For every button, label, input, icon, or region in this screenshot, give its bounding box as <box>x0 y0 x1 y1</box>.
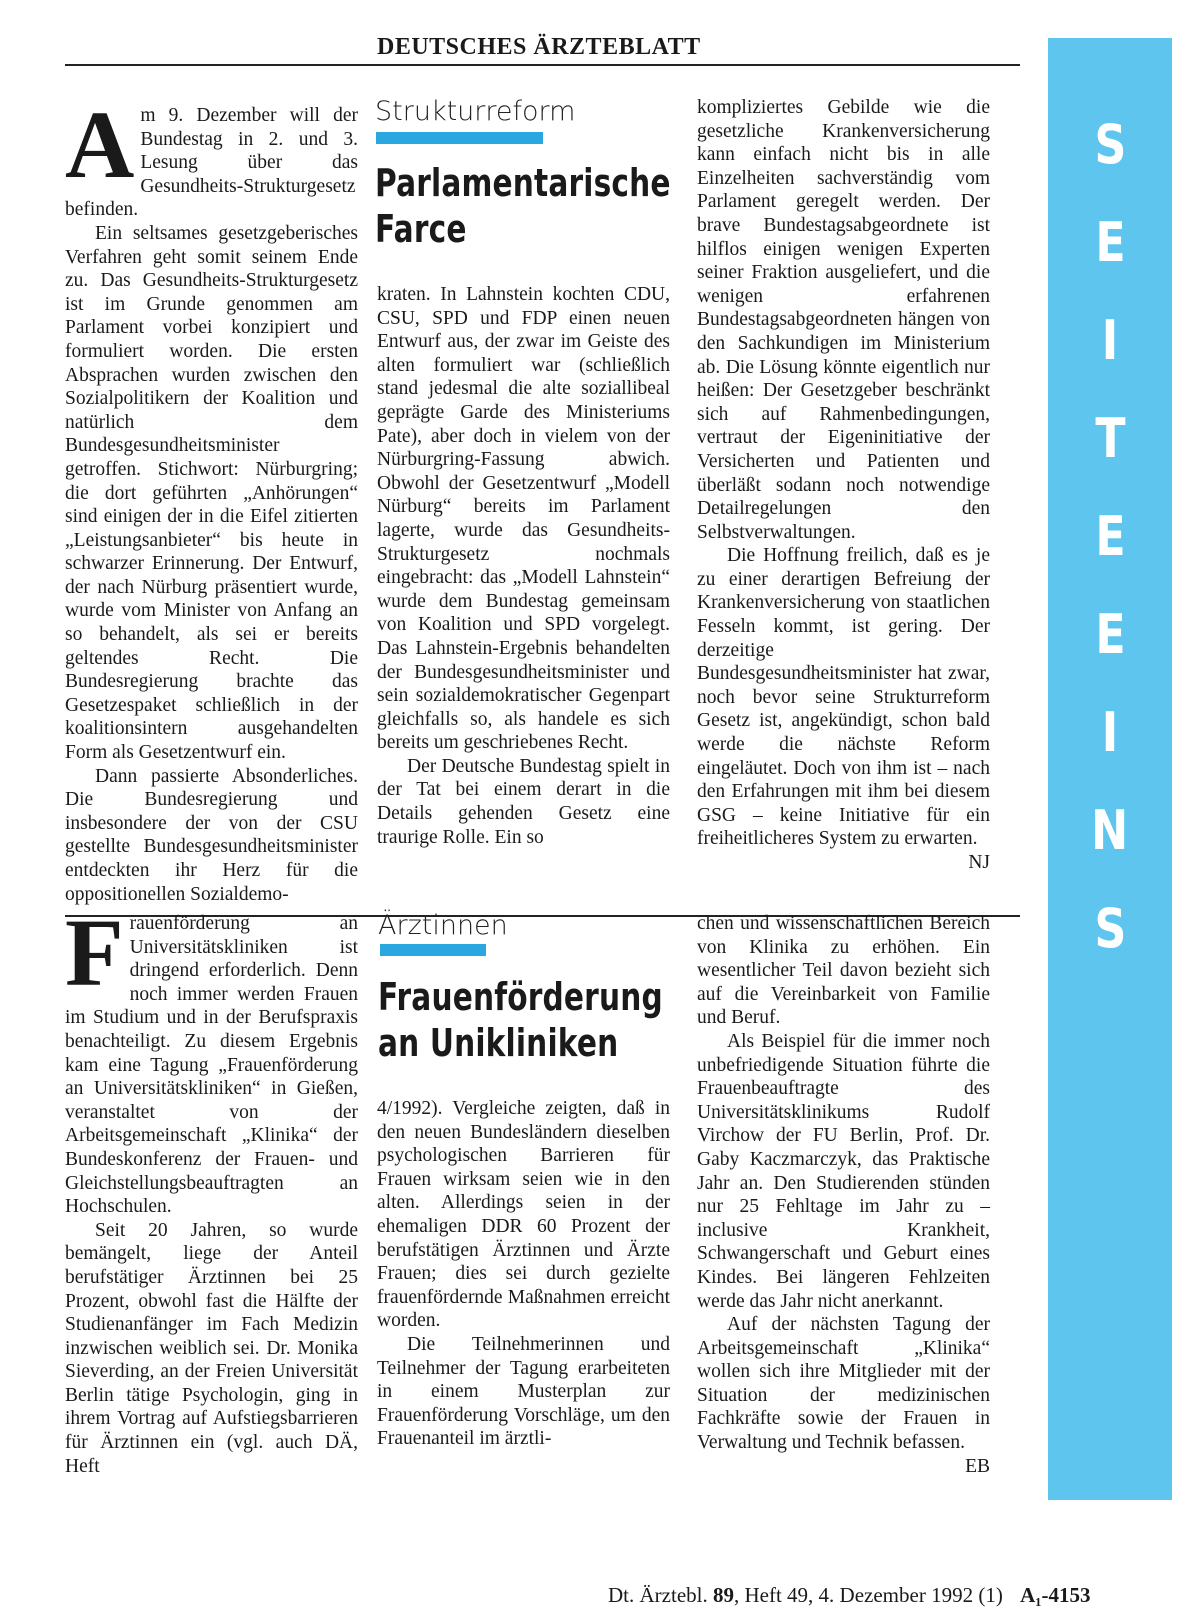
drop-cap: F <box>65 899 124 1006</box>
volume-number: 89 <box>712 1583 734 1607</box>
sidebar-letters <box>1048 96 1172 978</box>
publication-title: DEUTSCHES ÄRZTEBLATT <box>377 34 701 60</box>
article1-paragraph: Ein seltsames gesetzgeberisches Verfahren geht somit seinem Ende zu. Das Gesundheits-Strukturgesetz ist im Grunde genommen am Parlament vorbei konzipiert und formuliert worden. Die ersten Absprachen wurden zwischen den Sozialpolitikern der Koalition und natürlich dem Bundesgesundheitsminister getroffen. Stichwort: Nürburgring; die dort geführten „Anhörungen“ sind einigen der in die Eifel zitierten „Leistungsanbieter“ bis heute in schwarzer Erinnerung. Der Entwurf, der nach Nürburg präsentiert wurde, wurde vom Minister von Anfang an so behandelt, als sei er bereits geltendes Recht. Die Bundesregierung brachte das Gesetzespaket schließlich in der koalitionsintern ausgehandelten Form als Gesetzentwurf ein. <box>65 222 358 764</box>
sidebar-letter: I <box>1101 701 1119 764</box>
page-number: A₁-4153 <box>1020 1583 1091 1607</box>
sidebar-letter: E <box>1094 505 1126 568</box>
masthead <box>65 34 1020 74</box>
kicker-bar <box>376 132 543 144</box>
article2-paragraph: Die Teilnehmerinnen und Teilnehmer der Tagung erarbeiteten in einem Musterplan zur Frauenförderung Vorschläge, um den Frauenanteil im ärztli- <box>377 1333 670 1450</box>
citation-prefix: Dt. Ärztebl. <box>608 1583 708 1607</box>
author-signature: EB <box>965 1455 990 1477</box>
citation-suffix: , Heft 49, 4. Dezember 1992 (1) <box>733 1583 1003 1607</box>
article2-paragraph: chen und wissenschaftlichen Bereich von Klinika zu erhöhen. Ein wesentlicher Teil davon bezieht sich auf die Vereinbarkeit von Familie und Beruf. <box>697 913 990 1029</box>
article1-column1 <box>65 91 358 906</box>
sidebar-letter: N <box>1091 799 1129 862</box>
article1-paragraph: Dann passierte Absonderliches. Die Bundesregierung und insbesondere der von der CSU gestellte Bundesgesundheitsminister entdeckten ihr Herz für die oppositionellen Sozialdemo- <box>65 765 358 905</box>
article2-column3 <box>697 912 990 1478</box>
article1-kicker: Strukturreform <box>375 96 576 127</box>
article1-paragraph: kraten. In Lahnstein kochten CDU, CSU, SPD und FDP einen neuen Entwurf aus, der zwar im Geiste des alten formuliert war (schließlich stand jedesmal die alte soziallibeal geprägte Garde des Ministeriums Pate), aber doch in vielem von der Nürburgring-Fassung abwich. Obwohl der Gesetzentwurf „Modell Nürburg“ bereits im Parlament lagerte, wurde das Gesundheits-Strukturgesetz nochmals eingebracht: das „Modell Lahnstein“ wurde dem Bundestag gemeinsam von Koalition und SPD vorgelegt. Das Lahnstein-Ergebnis behandelten der Bundesgesundheitsminister und sein sozialdemokratischer Gegenpart gleichfalls so, als handele es sich bereits um geschriebenes Recht. <box>377 284 670 754</box>
article2-headline: Frauenförderung an Unikliniken <box>378 975 663 1065</box>
article2-paragraph: Als Beispiel für die immer noch unbefriedigende Situation führte die Frauenbeauftragte des Universitätsklinikums Rudolf Virchow der FU Berlin, Prof. Dr. Gaby Kaczmarczyk, das Praktische Jahr an. Den Studierenden stünden nur 25 Fehltage im Jahr zu – inclusive Krankheit, Schwangerschaft und Geburt eines Kindes. Bei längeren Fehlzeiten werde das Jahr nicht anerkannt. <box>697 1030 990 1312</box>
article2-paragraph: Seit 20 Jahren, so wurde bemängelt, liege der Anteil berufstätiger Ärztinnen bei 25 Prozent, obwohl fast die Hälfte der Studienanfänger im Fach Medizin inzwischen weiblich sei. Dr. Monika Sieverding, an der Freien Universität Berlin tätige Psychologin, ging in ihrem Vortrag auf Aufstiegsbarrieren für Ärztinnen ein (vgl. auch DÄ, Heft <box>65 1219 358 1477</box>
article2-lead: rauenförderung an Universitätskliniken ist dringend erforderlich. Denn noch immer werden Frauen im Studium und in der Berufspraxis benachteiligt. Zu diesem Ergebnis kam eine Tagung „Frauenförderung an Universitätskliniken“ in Gießen, veranstaltet von der Arbeitsgemeinschaft „Klinika“ der Bundeskonferenz der Frauen- und Gleichstellungsbeauftragten an Hochschulen. <box>65 913 358 1218</box>
page-footer <box>608 1583 1091 1608</box>
sidebar-letter: E <box>1094 211 1126 274</box>
article2-column2 <box>377 1097 670 1451</box>
article1-paragraph: Die Hoffnung freilich, daß es je zu einer derartigen Befreiung der Krankenversicherung von staatlichen Fesseln kommt, ist gering. Der derzeitige Bundesgesundheitsminister hat zwar, noch bevor seine Strukturreform Gesetz ist, angekündigt, schon bald werde die nächste Reform eingeläutet. Doch von ihm ist – nach den Erfahrungen mit ihm bei diesem GSG – keine Initiative für ein freiheitlicheres System zu erwarten. <box>697 545 990 850</box>
sidebar-letter: E <box>1094 603 1126 666</box>
sidebar-letter: T <box>1094 407 1126 470</box>
section-sidebar <box>1048 38 1172 1500</box>
article1-paragraph: Der Deutsche Bundestag spielt in der Tat bei einem derart in die Details gehenden Gesetz eine traurige Rolle. Ein so <box>377 755 670 848</box>
article1-column3 <box>697 96 990 875</box>
article2-column1 <box>65 899 358 1478</box>
article2-paragraph: 4/1992). Vergleiche zeigten, daß in den neuen Bundesländern dieselben psychologischen Barrieren für Frauen wirksam seien wie in den alten. Allerdings seien in der ehemaligen DDR 60 Prozent der berufstätigen Ärztinnen und Ärzte Frauen; dies sei durch gezielte frauenfördernde Maßnahmen erreicht worden. <box>377 1098 670 1332</box>
article1-headline: Parlamentarische Farce <box>375 161 671 251</box>
drop-cap: A <box>65 91 135 198</box>
article1-column2 <box>377 283 670 849</box>
article2-kicker: Ärztinnen <box>378 910 508 941</box>
author-signature: NJ <box>968 852 990 873</box>
article1-lead: m 9. Dezember will der Bundestag in 2. und 3. Lesung über das Gesundheits-Strukturgesetz befinden. <box>65 105 358 221</box>
article2-paragraph: Auf der nächsten Tagung der Arbeitsgemeinschaft „Klinika“ wollen sich ihre Mitglieder mit der Situation der medizinischen Fachkräfte sowie der Frauen in Verwaltung und Technik befassen. <box>697 1314 990 1454</box>
masthead-rule <box>65 64 1020 66</box>
sidebar-letter: S <box>1094 897 1126 960</box>
sidebar-letter: I <box>1101 309 1119 372</box>
sidebar-letter: S <box>1094 113 1126 176</box>
kicker-bar <box>380 944 486 956</box>
article1-paragraph: kompliziertes Gebilde wie die gesetzliche Krankenversicherung kann einfach nicht bis in alle Einzelheiten sachverständig vom Parlament geregelt werden. Der brave Bundestagsabgeordnete ist hilflos einigen wenigen Experten seiner Fraktion ausgeliefert, und die wenigen erfahrenen Bundestagsabgeordneten hängen von den Sachkundigen im Ministerium ab. Die Lösung könnte eigentlich nur heißen: Der Gesetzgeber beschränkt sich auf Rahmenbedingungen, vertraut der Eigeninitiative der Versicherten und Patienten und überläßt sodann noch notwendige Detailregelungen den Selbstverwaltungen. <box>697 97 990 543</box>
